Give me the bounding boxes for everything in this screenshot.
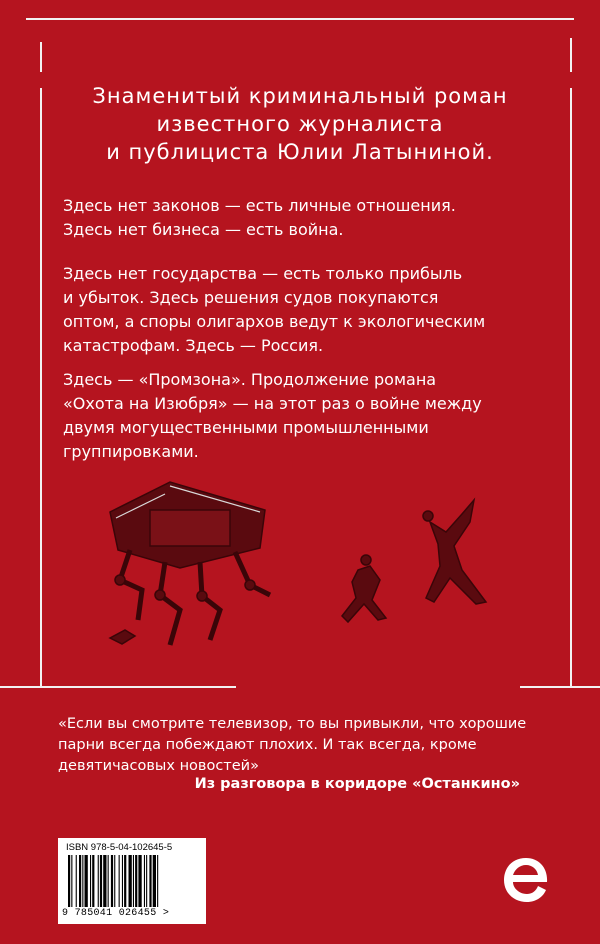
- frame-line-bottom-right: [520, 686, 600, 688]
- barcode-bars: [66, 855, 198, 907]
- frame-line-left-vertical: [40, 88, 42, 688]
- quote: «Если вы смотрите телевизор, то вы привыкли, что хорошие парни всегда побеждают плохих. И так всегда, кроме девятичасовых новостей»: [58, 716, 527, 774]
- frame-line-top: [26, 18, 574, 20]
- frame-line-bottom-left: [0, 686, 236, 688]
- barcode-digits: 9 785041 026455 >: [62, 908, 170, 919]
- paragraph-1: Здесь нет законов — есть личные отношения. Здесь нет бизнеса — есть война.: [63, 196, 456, 239]
- frame-line-right-vertical: [570, 88, 572, 688]
- barcode: [58, 838, 206, 924]
- robot-creature-chasing-figures-icon: [90, 470, 530, 660]
- publisher-e-logo-icon: [500, 854, 552, 906]
- paragraph-2: Здесь нет государства — есть только прибыль и убыток. Здесь решения судов покупаются оптом, а споры олигархов ведут к экологическим катастрофам. Здесь — Россия.: [63, 264, 486, 355]
- tagline: Знаменитый криминальный роман известного журналиста и публициста Юлии Латыниной.: [92, 84, 508, 164]
- frame-line-top-left-vertical: [40, 42, 42, 72]
- paragraph-3: Здесь — «Промзона». Продолжение романа «Охота на Изюбря» — на этот раз о войне между двумя могущественными промышленными группировками.: [63, 370, 482, 461]
- isbn-label: ISBN 978-5-04-102645-5: [66, 842, 173, 853]
- frame-line-top-right-vertical: [570, 38, 572, 72]
- quote-attribution: Из разговора в коридоре «Останкино»: [194, 776, 520, 792]
